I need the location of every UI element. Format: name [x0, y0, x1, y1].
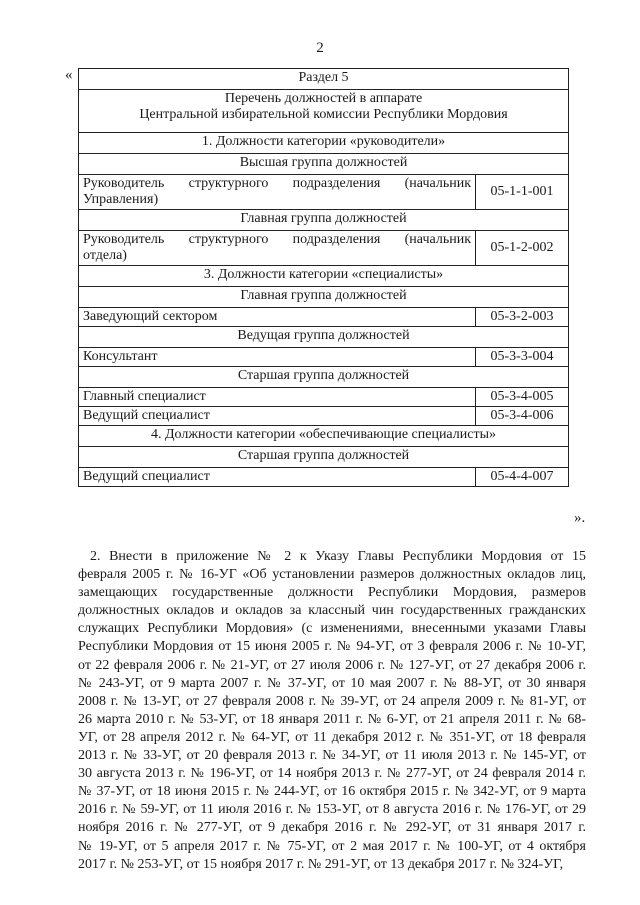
- paragraph-line: Республики Мордовия от 15 июня 2005 г. № 94-УГ, от 3 февраля 2006 г. № 10-УГ,: [78, 639, 586, 655]
- position-code: 05-3-4-005: [476, 388, 569, 407]
- opening-quote-mark: «: [65, 67, 73, 83]
- group-heading: Ведущая группа должностей: [79, 327, 569, 348]
- paragraph-line: замещающих государственные должности Республики Мордовия, размеров: [78, 585, 586, 601]
- category-heading: 4. Должности категории «обеспечивающие специалисты»: [79, 426, 569, 447]
- paragraph-line: 2016 г. № 59-УГ, от 11 июля 2016 г. № 153-УГ, от 8 августа 2016 г. № 176-УГ, от 29: [78, 802, 586, 818]
- section-title: Раздел 5: [79, 69, 569, 90]
- paragraph-line: 30 августа 2013 г. № 196-УГ, от 14 ноября 2013 г. № 277-УГ, от 24 февраля 2014 г.: [78, 766, 586, 782]
- paragraph-line: должностных окладов и окладов за классный чин государственных гражданских: [78, 603, 586, 619]
- position-code: 05-3-3-004: [476, 348, 569, 367]
- position-name: Консультант: [79, 348, 476, 367]
- list-title-line2: Центральной избирательной комиссии Республики Мордовия: [139, 107, 508, 122]
- group-heading: Высшая группа должностей: [79, 154, 569, 175]
- amendment-paragraph: [78, 548, 586, 874]
- position-code: 05-3-2-003: [476, 308, 569, 327]
- paragraph-line: 2008 г. № 13-УГ, от 27 февраля 2008 г. № 39-УГ, от 24 апреля 2009 г. № 81-УГ, от: [78, 693, 586, 709]
- group-heading: Старшая группа должностей: [79, 447, 569, 468]
- paragraph-line: 2. Внести в приложение № 2 к Указу Главы Республики Мордовия от 15: [90, 549, 586, 564]
- position-name: Главный специалист: [79, 388, 476, 407]
- paragraph-line: № 37-УГ, от 18 июня 2015 г. № 244-УГ, от 16 октября 2015 г. № 342-УГ, от 9 марта: [78, 784, 586, 800]
- closing-quote-mark: ».: [574, 510, 586, 526]
- category-heading: 1. Должности категории «руководители»: [79, 133, 569, 154]
- position-code: 05-4-4-007: [476, 468, 569, 487]
- position-code: 05-1-2-002: [476, 231, 569, 266]
- paragraph-line: № 243-УГ, от 9 марта 2007 г. № 37-УГ, от 10 мая 2007 г. № 88-УГ, от 30 января: [78, 675, 586, 691]
- positions-table: [78, 68, 569, 487]
- paragraph-line: от 22 февраля 2006 г. № 21-УГ, от 27 июля 2006 г. № 127-УГ, от 27 декабря 2006 г.: [78, 657, 586, 673]
- paragraph-line: 2017 г. № 253-УГ, от 15 ноября 2017 г. № 291-УГ, от 13 декабря 2017 г. № 324-УГ,: [78, 856, 564, 872]
- paragraph-line: служащих Республики Мордовия» (с изменениями, внесенными указами Главы: [78, 621, 586, 637]
- position-code: 05-3-4-006: [476, 407, 569, 426]
- position-name: Ведущий специалист: [79, 407, 476, 426]
- position-name-line: отдела): [83, 248, 127, 263]
- list-title-line1: Перечень должностей в аппарате: [224, 91, 423, 106]
- position-name: [79, 231, 476, 266]
- position-name: Заведующий сектором: [79, 308, 476, 327]
- group-heading: Главная группа должностей: [79, 287, 569, 308]
- position-name-line: Руководитель структурного подразделения (начальник: [83, 176, 471, 191]
- position-name: [79, 175, 476, 210]
- position-name: Ведущий специалист: [79, 468, 476, 487]
- position-name-line: Руководитель структурного подразделения (начальник: [83, 232, 471, 247]
- group-heading: Главная группа должностей: [79, 210, 569, 231]
- paragraph-line: № 19-УГ, от 5 апреля 2017 г. № 75-УГ, от 2 мая 2017 г. № 100-УГ, от 4 октября: [78, 838, 586, 854]
- paragraph-line: 2013 г. № 33-УГ, от 20 февраля 2013 г. № 34-УГ, от 11 июля 2013 г. № 145-УГ, от: [78, 748, 586, 764]
- page-number: 2: [316, 40, 324, 56]
- group-heading: Старшая группа должностей: [79, 367, 569, 388]
- category-heading: 3. Должности категории «специалисты»: [79, 266, 569, 287]
- list-title: [79, 90, 569, 133]
- position-code: 05-1-1-001: [476, 175, 569, 210]
- paragraph-line: февраля 2005 г. № 16-УГ «Об установлении размеров должностных окладов лиц,: [78, 567, 586, 583]
- paragraph-line: ноября 2016 г. № 277-УГ, от 9 декабря 2016 г. № 292-УГ, от 31 января 2017 г.: [78, 820, 586, 836]
- paragraph-line: УГ, от 28 апреля 2012 г. № 64-УГ, от 11 декабря 2012 г. № 351-УГ, от 18 февраля: [78, 729, 586, 745]
- position-name-line: Управления): [83, 192, 159, 207]
- paragraph-line: 26 марта 2010 г. № 53-УГ, от 18 января 2011 г. № 6-УГ, от 21 апреля 2011 г. № 68-: [78, 711, 586, 727]
